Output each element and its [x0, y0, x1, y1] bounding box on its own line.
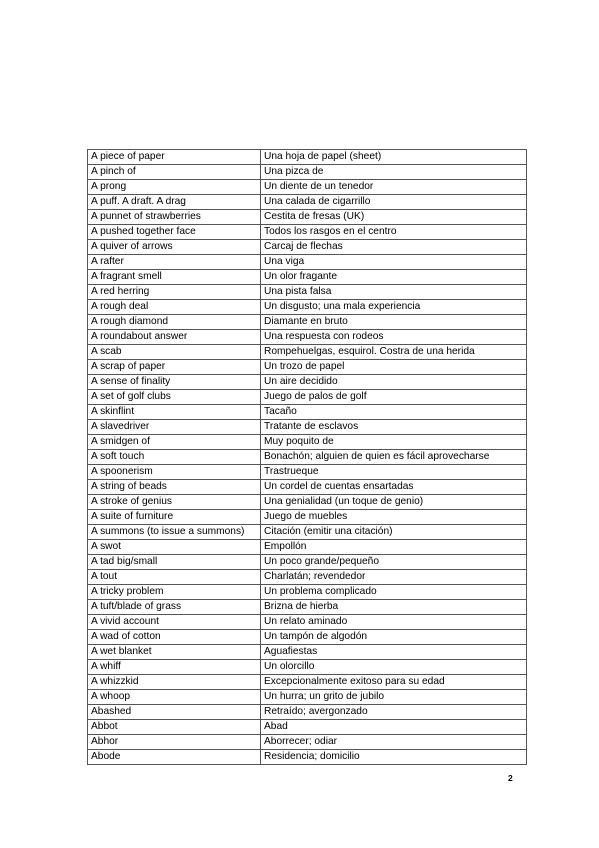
spanish-translation-cell: Un cordel de cuentas ensartadas — [261, 480, 527, 495]
spanish-translation-cell: Una hoja de papel (sheet) — [261, 150, 527, 165]
spanish-translation-cell: Citación (emitir una citación) — [261, 525, 527, 540]
spanish-translation-cell: Una calada de cigarrillo — [261, 195, 527, 210]
table-row — [88, 255, 527, 270]
spanish-translation-cell: Carcaj de flechas — [261, 240, 527, 255]
table-row — [88, 345, 527, 360]
english-term-cell: A whizzkid — [88, 675, 261, 690]
glossary-table — [87, 149, 527, 765]
table-row — [88, 720, 527, 735]
table-row — [88, 540, 527, 555]
spanish-translation-cell: Muy poquito de — [261, 435, 527, 450]
english-term-cell: A summons (to issue a summons) — [88, 525, 261, 540]
english-term-cell: Abashed — [88, 705, 261, 720]
english-term-cell: A puff. A draft. A drag — [88, 195, 261, 210]
table-row — [88, 690, 527, 705]
english-term-cell: A spoonerism — [88, 465, 261, 480]
spanish-translation-cell: Bonachón; alguien de quien es fácil aprovecharse — [261, 450, 527, 465]
spanish-translation-cell: Una respuesta con rodeos — [261, 330, 527, 345]
english-term-cell: Abhor — [88, 735, 261, 750]
spanish-translation-cell: Un disgusto; una mala experiencia — [261, 300, 527, 315]
table-row — [88, 660, 527, 675]
page-number: 2 — [508, 773, 513, 783]
english-term-cell: A pushed together face — [88, 225, 261, 240]
table-row — [88, 165, 527, 180]
spanish-translation-cell: Diamante en bruto — [261, 315, 527, 330]
spanish-translation-cell: Un aire decidido — [261, 375, 527, 390]
english-term-cell: Abbot — [88, 720, 261, 735]
spanish-translation-cell: Abad — [261, 720, 527, 735]
english-term-cell: A scab — [88, 345, 261, 360]
table-row — [88, 270, 527, 285]
table-row — [88, 435, 527, 450]
spanish-translation-cell: Una pista falsa — [261, 285, 527, 300]
english-term-cell: A scrap of paper — [88, 360, 261, 375]
table-row — [88, 480, 527, 495]
spanish-translation-cell: Una genialidad (un toque de genio) — [261, 495, 527, 510]
spanish-translation-cell: Brizna de hierba — [261, 600, 527, 615]
english-term-cell: A red herring — [88, 285, 261, 300]
english-term-cell: A tuft/blade of grass — [88, 600, 261, 615]
spanish-translation-cell: Un poco grande/pequeño — [261, 555, 527, 570]
spanish-translation-cell: Un problema complicado — [261, 585, 527, 600]
english-term-cell: A vivid account — [88, 615, 261, 630]
table-row — [88, 750, 527, 765]
english-term-cell: A punnet of strawberries — [88, 210, 261, 225]
english-term-cell: A string of beads — [88, 480, 261, 495]
spanish-translation-cell: Trastrueque — [261, 465, 527, 480]
table-row — [88, 630, 527, 645]
table-row — [88, 705, 527, 720]
table-row — [88, 645, 527, 660]
english-term-cell: A prong — [88, 180, 261, 195]
spanish-translation-cell: Un trozo de papel — [261, 360, 527, 375]
table-row — [88, 450, 527, 465]
table-row — [88, 225, 527, 240]
spanish-translation-cell: Tratante de esclavos — [261, 420, 527, 435]
spanish-translation-cell: Charlatán; revendedor — [261, 570, 527, 585]
table-row — [88, 495, 527, 510]
table-row — [88, 315, 527, 330]
table-row — [88, 390, 527, 405]
glossary-body — [88, 150, 527, 765]
table-row — [88, 525, 527, 540]
spanish-translation-cell: Retraído; avergonzado — [261, 705, 527, 720]
spanish-translation-cell: Juego de muebles — [261, 510, 527, 525]
table-row — [88, 210, 527, 225]
table-row — [88, 195, 527, 210]
spanish-translation-cell: Aborrecer; odiar — [261, 735, 527, 750]
table-row — [88, 675, 527, 690]
spanish-translation-cell: Un olorcillo — [261, 660, 527, 675]
english-term-cell: A rough deal — [88, 300, 261, 315]
table-row — [88, 375, 527, 390]
english-term-cell: A whiff — [88, 660, 261, 675]
table-row — [88, 330, 527, 345]
spanish-translation-cell: Un olor fragante — [261, 270, 527, 285]
english-term-cell: A piece of paper — [88, 150, 261, 165]
table-row — [88, 600, 527, 615]
spanish-translation-cell: Un relato aminado — [261, 615, 527, 630]
english-term-cell: A skinflint — [88, 405, 261, 420]
spanish-translation-cell: Rompehuelgas, esquirol. Costra de una herida — [261, 345, 527, 360]
english-term-cell: A tout — [88, 570, 261, 585]
table-row — [88, 735, 527, 750]
spanish-translation-cell: Una pizca de — [261, 165, 527, 180]
spanish-translation-cell: Un tampón de algodón — [261, 630, 527, 645]
table-row — [88, 360, 527, 375]
table-row — [88, 570, 527, 585]
spanish-translation-cell: Un diente de un tenedor — [261, 180, 527, 195]
english-term-cell: Abode — [88, 750, 261, 765]
spanish-translation-cell: Cestita de fresas (UK) — [261, 210, 527, 225]
table-row — [88, 240, 527, 255]
spanish-translation-cell: Excepcionalmente exitoso para su edad — [261, 675, 527, 690]
spanish-translation-cell: Todos los rasgos en el centro — [261, 225, 527, 240]
spanish-translation-cell: Residencia; domicilio — [261, 750, 527, 765]
table-row — [88, 300, 527, 315]
english-term-cell: A rough diamond — [88, 315, 261, 330]
table-row — [88, 180, 527, 195]
english-term-cell: A wad of cotton — [88, 630, 261, 645]
spanish-translation-cell: Juego de palos de golf — [261, 390, 527, 405]
table-row — [88, 615, 527, 630]
english-term-cell: A rafter — [88, 255, 261, 270]
table-row — [88, 510, 527, 525]
spanish-translation-cell: Empollón — [261, 540, 527, 555]
spanish-translation-cell: Un hurra; un grito de jubilo — [261, 690, 527, 705]
table-row — [88, 555, 527, 570]
english-term-cell: A quiver of arrows — [88, 240, 261, 255]
english-term-cell: A tad big/small — [88, 555, 261, 570]
english-term-cell: A pinch of — [88, 165, 261, 180]
english-term-cell: A sense of finality — [88, 375, 261, 390]
spanish-translation-cell: Aguafiestas — [261, 645, 527, 660]
spanish-translation-cell: Tacaño — [261, 405, 527, 420]
english-term-cell: A tricky problem — [88, 585, 261, 600]
english-term-cell: A slavedriver — [88, 420, 261, 435]
spanish-translation-cell: Una viga — [261, 255, 527, 270]
english-term-cell: A swot — [88, 540, 261, 555]
english-term-cell: A smidgen of — [88, 435, 261, 450]
english-term-cell: A soft touch — [88, 450, 261, 465]
table-row — [88, 585, 527, 600]
table-row — [88, 405, 527, 420]
table-row — [88, 150, 527, 165]
english-term-cell: A roundabout answer — [88, 330, 261, 345]
table-row — [88, 420, 527, 435]
english-term-cell: A fragrant smell — [88, 270, 261, 285]
table-row — [88, 285, 527, 300]
english-term-cell: A whoop — [88, 690, 261, 705]
english-term-cell: A suite of furniture — [88, 510, 261, 525]
english-term-cell: A wet blanket — [88, 645, 261, 660]
table-row — [88, 465, 527, 480]
english-term-cell: A stroke of genius — [88, 495, 261, 510]
english-term-cell: A set of golf clubs — [88, 390, 261, 405]
